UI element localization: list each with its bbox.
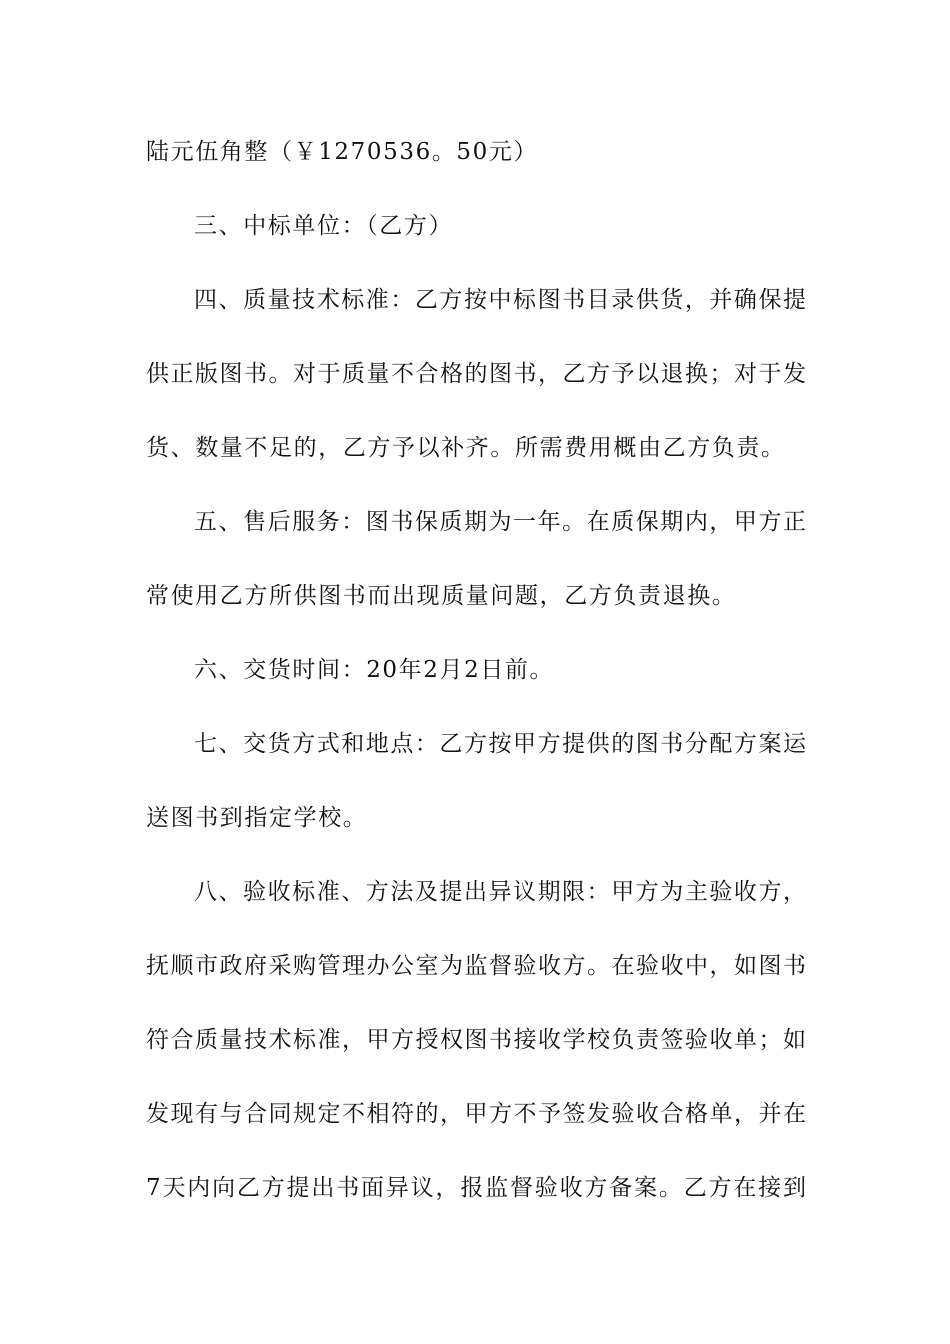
text-line: 货、数量不足的，乙方予以补齐。所需费用概由乙方负责。: [146, 435, 786, 461]
section-acceptance-line: 八、验收标准、方法及提出异议期限：甲方为主验收方，: [194, 879, 806, 905]
section-quality-standard-line: 四、质量技术标准：乙方按中标图书目录供货，并确保提: [194, 287, 806, 313]
text-line: 供正版图书。对于质量不合格的图书，乙方予以退换；对于发: [146, 361, 806, 387]
text-line: 7天内向乙方提出书面异议，报监督验收方备案。乙方在接到: [146, 1175, 806, 1201]
text-line: 陆元伍角整（￥1270536。50元）: [146, 139, 539, 165]
section-after-sales-line: 五、售后服务：图书保质期为一年。在质保期内，甲方正: [194, 509, 806, 535]
section-heading-winning-bidder: 三、中标单位：（乙方）: [194, 213, 454, 239]
text-line: 常使用乙方所供图书而出现质量问题，乙方负责退换。: [146, 583, 737, 609]
section-delivery-time-line: 六、交货时间：20年2月2日前。: [194, 657, 555, 683]
section-delivery-method-line: 七、交货方式和地点：乙方按甲方提供的图书分配方案运: [194, 731, 806, 757]
text-line: 抚顺市政府采购管理办公室为监督验收方。在验收中，如图书: [146, 953, 806, 979]
text-line: 发现有与合同规定不相符的，甲方不予签发验收合格单，并在: [146, 1101, 806, 1127]
text-line: 符合质量技术标准，甲方授权图书接收学校负责签验收单；如: [146, 1027, 806, 1053]
text-line: 送图书到指定学校。: [146, 805, 368, 831]
